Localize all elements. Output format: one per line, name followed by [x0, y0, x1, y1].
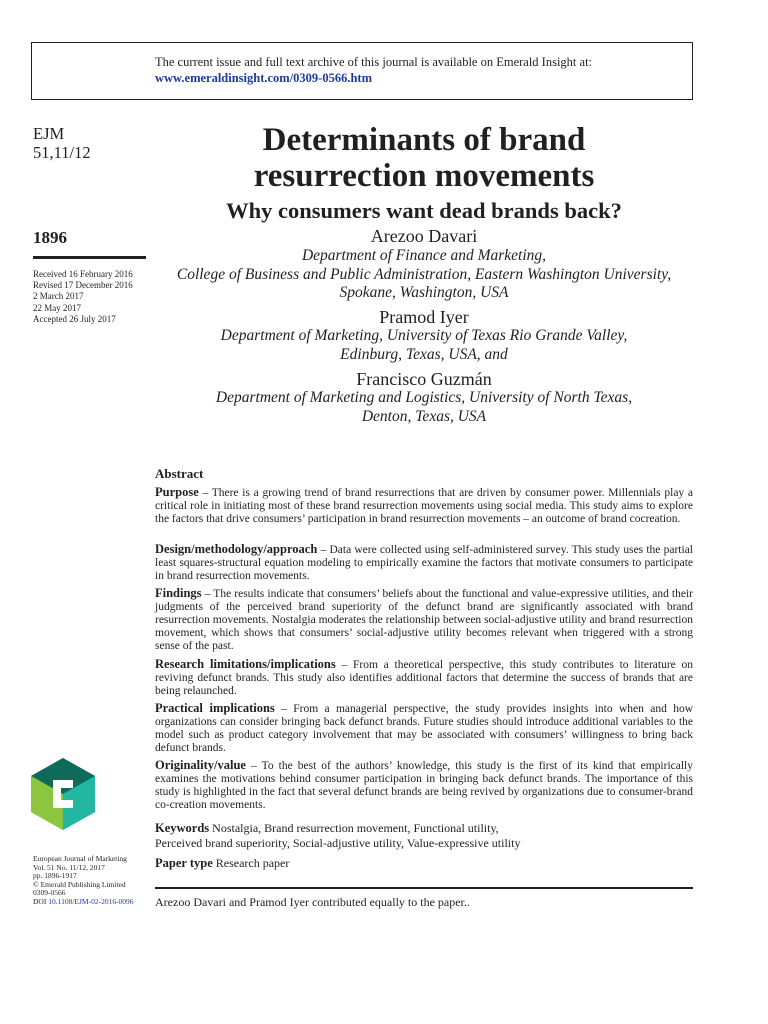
author-affiliation: [150, 389, 698, 426]
author-affiliation: [150, 247, 698, 303]
affiliation-line: Department of Marketing and Logistics, University of North Texas,: [215, 389, 633, 406]
author-name: Francisco Guzmán: [356, 369, 492, 389]
abstract-practical-implications: [155, 702, 693, 755]
emerald-logo-icon: [31, 758, 95, 830]
section-label: Practical implications: [155, 701, 275, 715]
section-label: Design/methodology/approach: [155, 542, 318, 556]
section-text: – From a theoretical perspective, this study contributes to literature on reviving defunct brands. This study also identifies additional factors that determine the success of brands that are being relaunched.: [155, 659, 694, 697]
section-label: Research limitations/implications: [155, 657, 336, 671]
paper-type-value: Research paper: [215, 856, 290, 870]
journal-code: [33, 124, 91, 162]
section-text: – There is a growing trend of brand resurrections that are driven by consumer power. Millennials play a critical role in initiating most of these brand resurrection movements using social media. This study aims to explore the factors that drive consumers’ participation in brand resurrection movements – an outcome of brand cocreation.: [155, 487, 693, 525]
volume-issue: 51,11/12: [33, 143, 91, 162]
author-name: Pramod Iyer: [379, 307, 469, 327]
paper-type-label: Paper type: [155, 856, 213, 870]
pubinfo-line: © Emerald Publishing Limited: [33, 879, 126, 889]
doi-link[interactable]: 10.1108/EJM-02-2016-0096: [48, 896, 134, 906]
title-line-1: Determinants of brand: [262, 122, 586, 158]
section-label: Originality/value: [155, 758, 246, 772]
section-text: – From a managerial perspective, the study provides insights into when and how organizations can consider bringing back defunct brands. Future studies should introduce additional variables to the model such as product category involvement that may be associated with consumers’ willingness to bring back defunct brands.: [155, 703, 693, 754]
submission-history: [33, 269, 133, 325]
paper-type: [155, 856, 693, 871]
author-affiliation: [150, 327, 698, 364]
journal-access-notice: [155, 54, 592, 86]
author-contribution-footnote: Arezoo Davari and Pramod Iyer contributed equally to the paper..: [155, 895, 470, 909]
page-number-rule: [33, 256, 146, 259]
section-label: Purpose: [155, 485, 199, 499]
affiliation-line: Department of Marketing, University of Texas Rio Grande Valley,: [220, 327, 628, 344]
journal-archive-link[interactable]: www.emeraldinsight.com/0309-0566.htm: [155, 71, 372, 85]
section-text: – To the best of the authors’ knowledge, this study is the first of its kind that empirically examines the motivations behind consumer participation in bringing back defunct brands. The importance of this study is highlighted in the fact that several defunct brands are being revived by organizations due to consumer-brand co-creation movements.: [155, 760, 693, 811]
article-subtitle: Why consumers want dead brands back?: [226, 198, 622, 223]
keywords: [155, 821, 693, 851]
pubinfo-line: European Journal of Marketing: [33, 854, 127, 863]
history-line: 22 May 2017: [33, 302, 81, 313]
abstract-design: [155, 543, 693, 583]
doi-label: DOI: [33, 896, 47, 906]
keywords-line-2: Perceived brand superiority, Social-adjustive utility, Value-expressive utility: [155, 836, 521, 850]
journal-abbrev: EJM: [33, 124, 65, 143]
affiliation-line: Edinburg, Texas, USA, and: [340, 345, 508, 363]
affiliation-line: College of Business and Public Administration, Eastern Washington University,: [176, 265, 672, 283]
affiliation-line: Department of Finance and Marketing,: [301, 247, 547, 264]
abstract-originality: [155, 759, 693, 812]
author-name: Arezoo Davari: [370, 226, 478, 246]
notice-text: The current issue and full text archive of this journal is available on Emerald Insight at:: [155, 55, 593, 69]
history-line: Received 16 February 2016: [33, 269, 133, 279]
pubinfo-line: Vol. 51 No. 11/12, 2017: [33, 862, 105, 872]
affiliation-line: Denton, Texas, USA: [361, 407, 487, 425]
abstract-findings: [155, 587, 693, 653]
pubinfo-line: pp. 1896-1917: [33, 871, 77, 881]
title-line-2: resurrection movements: [253, 158, 595, 194]
affiliation-line: Spokane, Washington, USA: [339, 284, 509, 301]
history-line: Accepted 26 July 2017: [33, 313, 116, 324]
section-text: – Data were collected using self-administered survey. This study uses the partial least squares-structural equation modeling to empirically examine the factors that motivate consumers to participate in brand resurrection movements.: [155, 544, 693, 582]
history-line: 2 March 2017: [33, 291, 84, 302]
abstract-research-limitations: [155, 658, 693, 698]
keywords-label: Keywords: [155, 821, 210, 835]
footnote-rule: [155, 887, 693, 889]
abstract-purpose: [155, 486, 693, 526]
section-text: – The results indicate that consumers’ beliefs about the functional and value-expressive utilities, and their judgments of the perceived brand superiority of the defunct brand are significantly associated with brand resurrection movements. Nostalgia moderates the relationship between social-adjustive utility and brand resurrection movement, which shows that consumers’ social-adjustive utility becomes relevant when triggered with a strong sense of the past.: [155, 588, 693, 652]
publication-info: [33, 855, 134, 907]
history-line: Revised 17 December 2016: [33, 280, 133, 291]
page-number: 1896: [33, 228, 67, 247]
keywords-line-1: Nostalgia, Brand resurrection movement, Functional utility,: [212, 821, 499, 835]
pubinfo-line: 0309-0566: [33, 888, 66, 898]
doi-line: [33, 898, 134, 907]
article-title: [150, 122, 698, 194]
section-label: Findings: [155, 586, 202, 600]
abstract-heading: Abstract: [155, 466, 204, 481]
